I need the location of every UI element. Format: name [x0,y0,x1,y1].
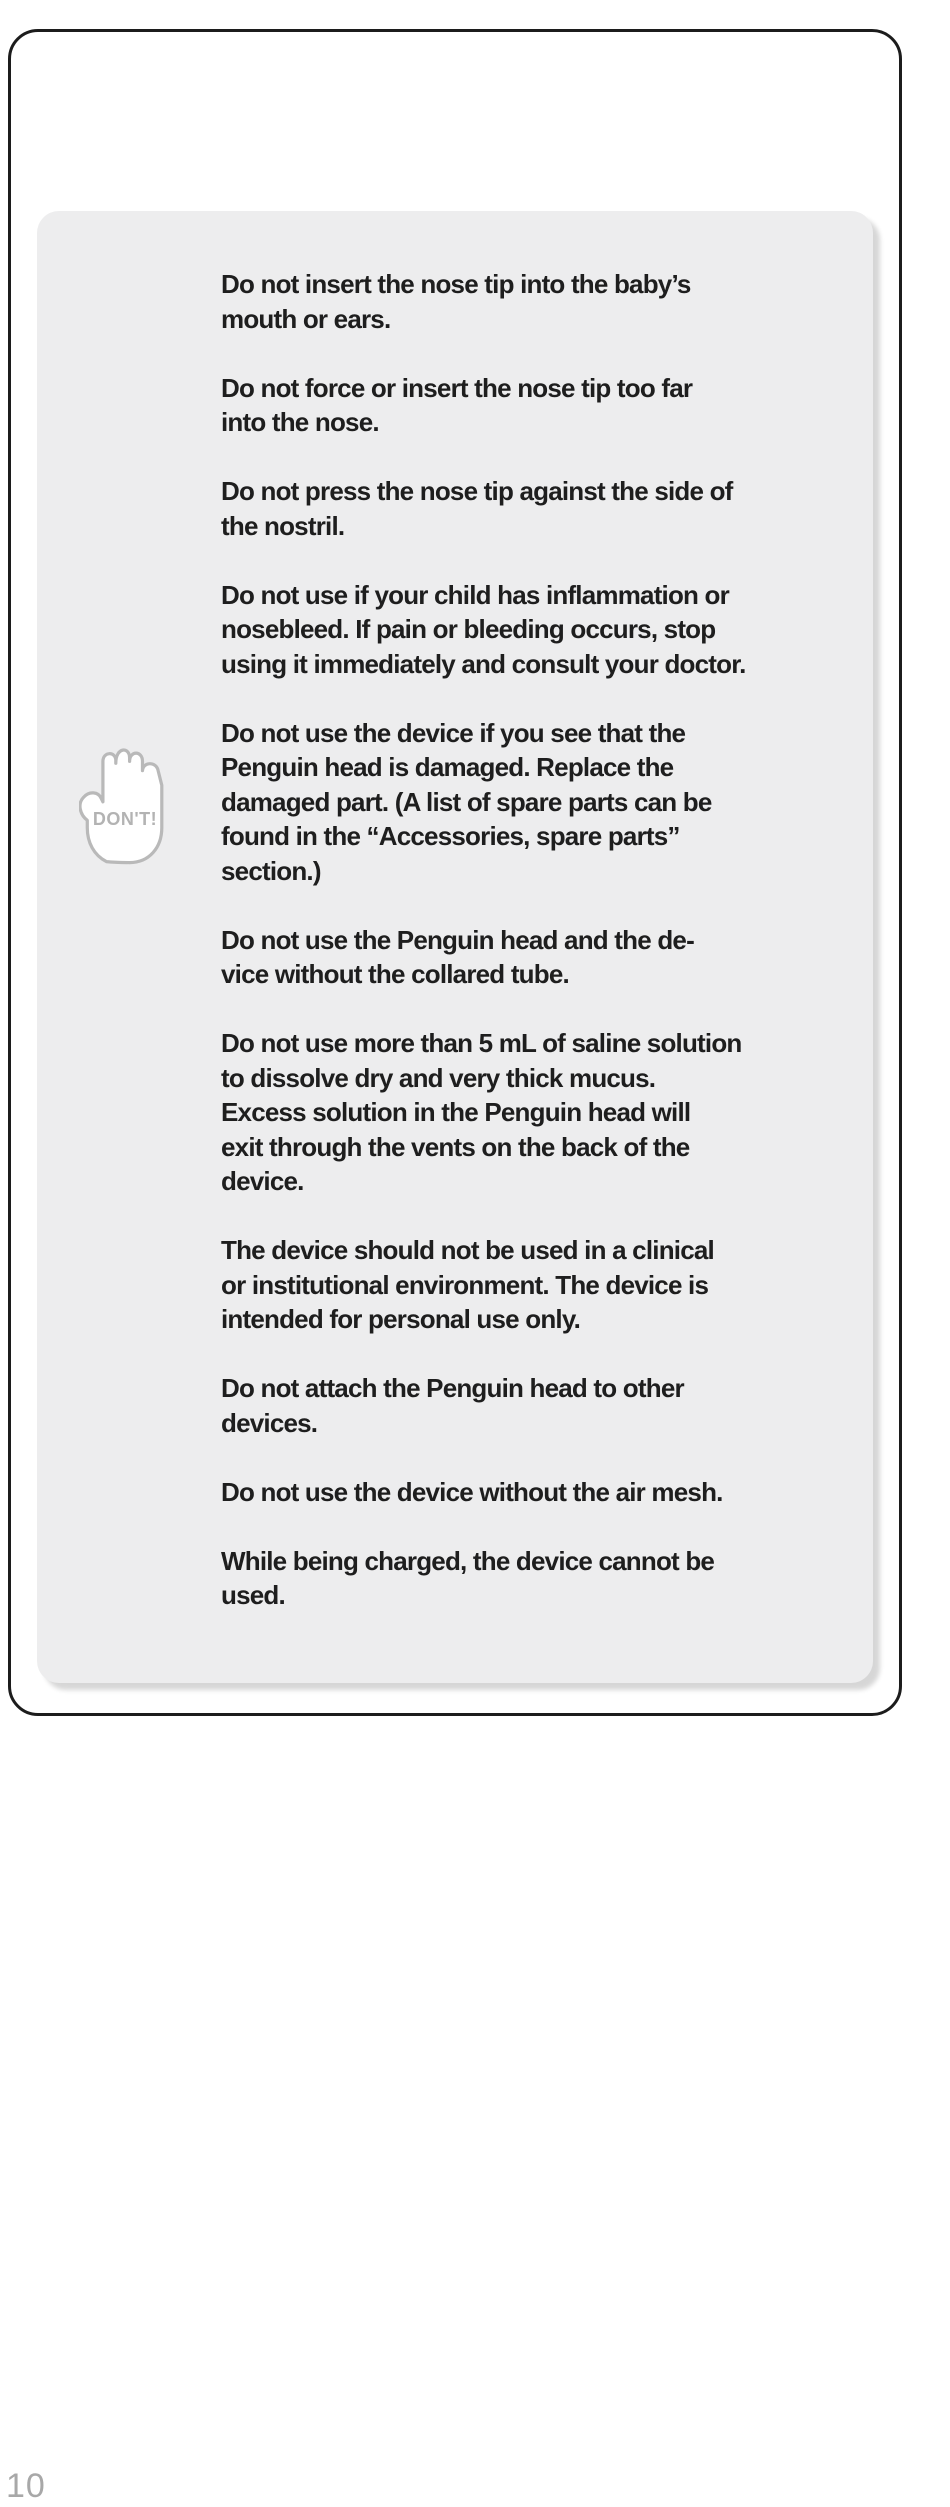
warning-line: Excess solution in the Penguin head will [221,1097,691,1127]
page-number: 10 [6,2467,46,2505]
warning-line: devices. [221,1407,318,1438]
warning-line: nosebleed. If pain or bleeding occurs, stop [221,614,716,644]
dont-hand-icon [79,736,171,876]
warning-paragraph [221,923,871,992]
warning-line: exit through the vents on the back of the [221,1131,690,1162]
warning-line: to dissolve dry and very thick mucus. [221,1062,656,1093]
warning-line: Do not insert the nose tip into the baby’s [221,269,691,299]
warning-paragraph [221,371,871,440]
dont-label: DON'T! [92,809,158,829]
warning-paragraph [221,267,871,336]
warning-line: Do not press the nose tip against the side of [221,476,733,506]
warning-line: Do not use if your child has inflammation or [221,579,729,610]
warning-line: or institutional environment. The device is [221,1269,709,1300]
warning-line: Penguin head is damaged. Replace the [221,752,674,782]
warning-list [221,267,871,1613]
warning-paragraph [221,1026,871,1199]
warning-line: damaged part. (A list of spare parts can be [221,786,712,817]
warning-line: vice without the collared tube. [221,959,569,989]
warning-paragraph [221,1475,871,1510]
warning-line: Do not force or insert the nose tip too far [221,372,693,403]
warning-border-box [8,29,902,1716]
warning-paragraph [221,1233,871,1337]
warning-line: Do not use more than 5 mL of saline solution [221,1028,742,1058]
warning-line: into the nose. [221,407,379,437]
dont-badge [79,736,171,876]
warning-line: Do not use the device if you see that the [221,717,686,748]
warning-line: found in the “Accessories, spare parts” [221,821,680,851]
warning-line: the nostril. [221,510,345,541]
warning-line: used. [221,1580,285,1610]
warning-line: section.) [221,855,321,886]
warning-panel [37,211,873,1683]
warning-paragraph [221,716,871,889]
warning-line: While being charged, the device cannot be [221,1545,715,1576]
warning-line: Do not attach the Penguin head to other [221,1373,684,1403]
warning-line: The device should not be used in a clinical [221,1235,714,1265]
warning-line: Do not use the device without the air mesh. [221,1476,723,1507]
warning-line: device. [221,1166,304,1196]
warning-paragraph [221,1371,871,1440]
warning-paragraph [221,1544,871,1613]
warning-paragraph [221,474,871,543]
warning-line: Do not use the Penguin head and the de- [221,924,694,955]
warning-line: using it immediately and consult your doctor. [221,648,746,679]
warning-paragraph [221,578,871,682]
warning-line: intended for personal use only. [221,1304,580,1334]
warning-line: mouth or ears. [221,303,391,334]
